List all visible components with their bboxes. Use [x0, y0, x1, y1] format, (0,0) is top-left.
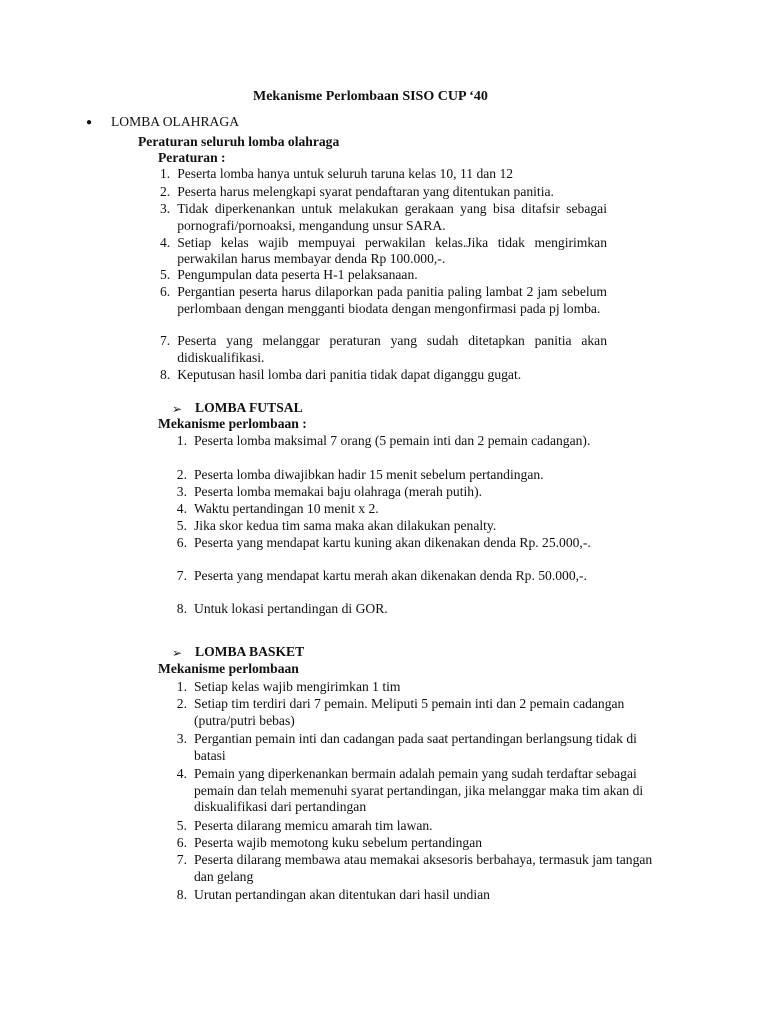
list-item [160, 467, 606, 484]
list-item [160, 184, 607, 202]
list-text: Peserta yang mendapat kartu kuning akan dikenakan denda Rp. 25.000,-. [194, 535, 591, 550]
list-text: Peserta harus melengkapi syarat pendaftaran yang ditentukan panitia. [177, 183, 554, 199]
list-item [160, 484, 606, 501]
list-number: 5. [160, 267, 171, 282]
list-number: 8. [176, 601, 187, 616]
list-text: Urutan pertandingan akan ditentukan dari hasil undian [194, 887, 490, 902]
list-text: Peserta lomba hanya untuk seluruh taruna kelas 10, 11 dan 12 [177, 166, 514, 181]
list-number: 4. [176, 501, 187, 516]
list-text: Peserta lomba maksimal 7 orang (5 pemain inti dan 2 pemain cadangan). [194, 433, 591, 448]
list-text: Peserta lomba memakai baju olahraga (merah putih). [194, 484, 483, 499]
list-text: Setiap tim terdiri dari 7 pemain. Meliputi 5 pemain inti dan 2 pemain cadangan (putra/putri bebas) [194, 696, 625, 728]
section-heading-olahraga: LOMBA OLAHRAGA [111, 114, 240, 129]
rules-list-basket [160, 679, 675, 904]
list-item [160, 835, 675, 852]
list-text: Tidak diperkenankan untuk melakukan gerakaan yang bisa ditafsir sebagai pornografi/pornoaksi, mengandung unsur SARA. [177, 201, 607, 233]
list-item [160, 433, 606, 467]
list-number: 6. [176, 835, 187, 850]
list-item [160, 518, 606, 535]
list-number: 4. [160, 234, 171, 250]
list-text: Setiap kelas wajib mengirimkan 1 tim [194, 679, 401, 694]
list-number: 5. [176, 518, 187, 533]
list-number: 3. [176, 731, 187, 746]
label-mekanisme-basket: Mekanisme perlombaan [158, 661, 299, 676]
list-text: Keputusan hasil lomba dari panitia tidak dapat diganggu gugat. [177, 367, 522, 382]
list-item [160, 601, 606, 618]
list-text: Peserta dilarang memicu amarah tim lawan. [194, 818, 433, 833]
list-item [160, 818, 675, 835]
list-number: 8. [176, 887, 187, 902]
subheading-peraturan-seluruh: Peraturan seluruh lomba olahraga [138, 134, 340, 149]
list-item [160, 367, 607, 384]
arrow-bullet-icon: ➢ [172, 402, 183, 416]
label-peraturan: Peraturan : [158, 150, 226, 165]
list-number: 5. [176, 818, 187, 833]
list-number: 3. [176, 484, 187, 499]
section-heading-basket: LOMBA BASKET [195, 644, 305, 659]
list-text: Peserta lomba diwajibkan hadir 15 menit sebelum pertandingan. [194, 467, 544, 482]
rules-list-olahraga [160, 166, 607, 384]
list-number: 1. [160, 166, 171, 181]
list-number: 8. [160, 367, 171, 382]
bullet-icon: ● [86, 117, 93, 128]
list-number: 3. [160, 201, 171, 216]
list-number: 4. [176, 766, 187, 781]
rules-list-futsal [160, 433, 606, 618]
list-item [160, 887, 675, 904]
list-text: Pergantian pemain inti dan cadangan pada saat pertandingan berlangsung tidak di batasi [194, 731, 637, 763]
page-title: Mekanisme Perlombaan SISO CUP ‘40 [253, 89, 488, 104]
list-item [160, 284, 607, 333]
list-text: Pergantian peserta harus dilaporkan pada panitia paling lambat 2 jam sebelum perlombaan dengan mengganti biodata dengan mengonfirmasi pada pj lomba. [177, 284, 607, 316]
list-item [160, 235, 607, 268]
list-number: 7. [176, 568, 187, 583]
list-number: 6. [176, 535, 187, 550]
list-text: Peserta yang mendapat kartu merah akan dikenakan denda Rp. 50.000,-. [194, 568, 587, 583]
list-text: Pemain yang diperkenankan bermain adalah pemain yang sudah terdaftar sebagai pemain dan telah memenuhi syarat pertandingan, jika melanggar maka tim akan di diskualifikasi dari pertandingan [194, 766, 644, 814]
list-number: 2. [176, 467, 187, 482]
list-item [160, 731, 675, 766]
list-item [160, 679, 675, 696]
list-number: 1. [176, 679, 187, 694]
list-text: Peserta wajib memotong kuku sebelum pertandingan [194, 835, 483, 850]
list-text: Waktu pertandingan 10 menit x 2. [194, 501, 379, 516]
list-number: 2. [176, 696, 187, 711]
list-number: 7. [160, 333, 171, 348]
list-item [160, 166, 607, 184]
list-number: 7. [176, 852, 187, 867]
list-item [160, 501, 606, 518]
list-text: Jika skor kedua tim sama maka akan dilakukan penalty. [194, 518, 497, 533]
list-item [160, 568, 606, 601]
list-text: Peserta yang melanggar peraturan yang sudah ditetapkan panitia akan didiskualifikasi. [177, 333, 607, 365]
list-item [160, 766, 675, 818]
list-text: Pengumpulan data peserta H-1 pelaksanaan. [177, 267, 418, 282]
list-number: 2. [160, 183, 171, 199]
list-item [160, 696, 675, 731]
list-number: 1. [176, 433, 187, 448]
list-text: Peserta dilarang membawa atau memakai aksesoris berbahaya, termasuk jam tangan dan gelang [194, 852, 653, 884]
label-mekanisme-futsal: Mekanisme perlombaan : [158, 416, 307, 431]
list-text: Untuk lokasi pertandingan di GOR. [194, 601, 388, 616]
arrow-bullet-icon: ➢ [172, 646, 183, 660]
list-item [160, 201, 607, 235]
list-text: Setiap kelas wajib mempuyai perwakilan kelas.Jika tidak mengirimkan perwakilan harus membayar denda Rp 100.000,-. [177, 234, 607, 266]
list-item [160, 333, 607, 367]
list-item [160, 852, 675, 887]
section-heading-futsal: LOMBA FUTSAL [195, 400, 303, 415]
list-item [160, 267, 607, 284]
list-number: 6. [160, 284, 171, 299]
list-item [160, 535, 606, 568]
